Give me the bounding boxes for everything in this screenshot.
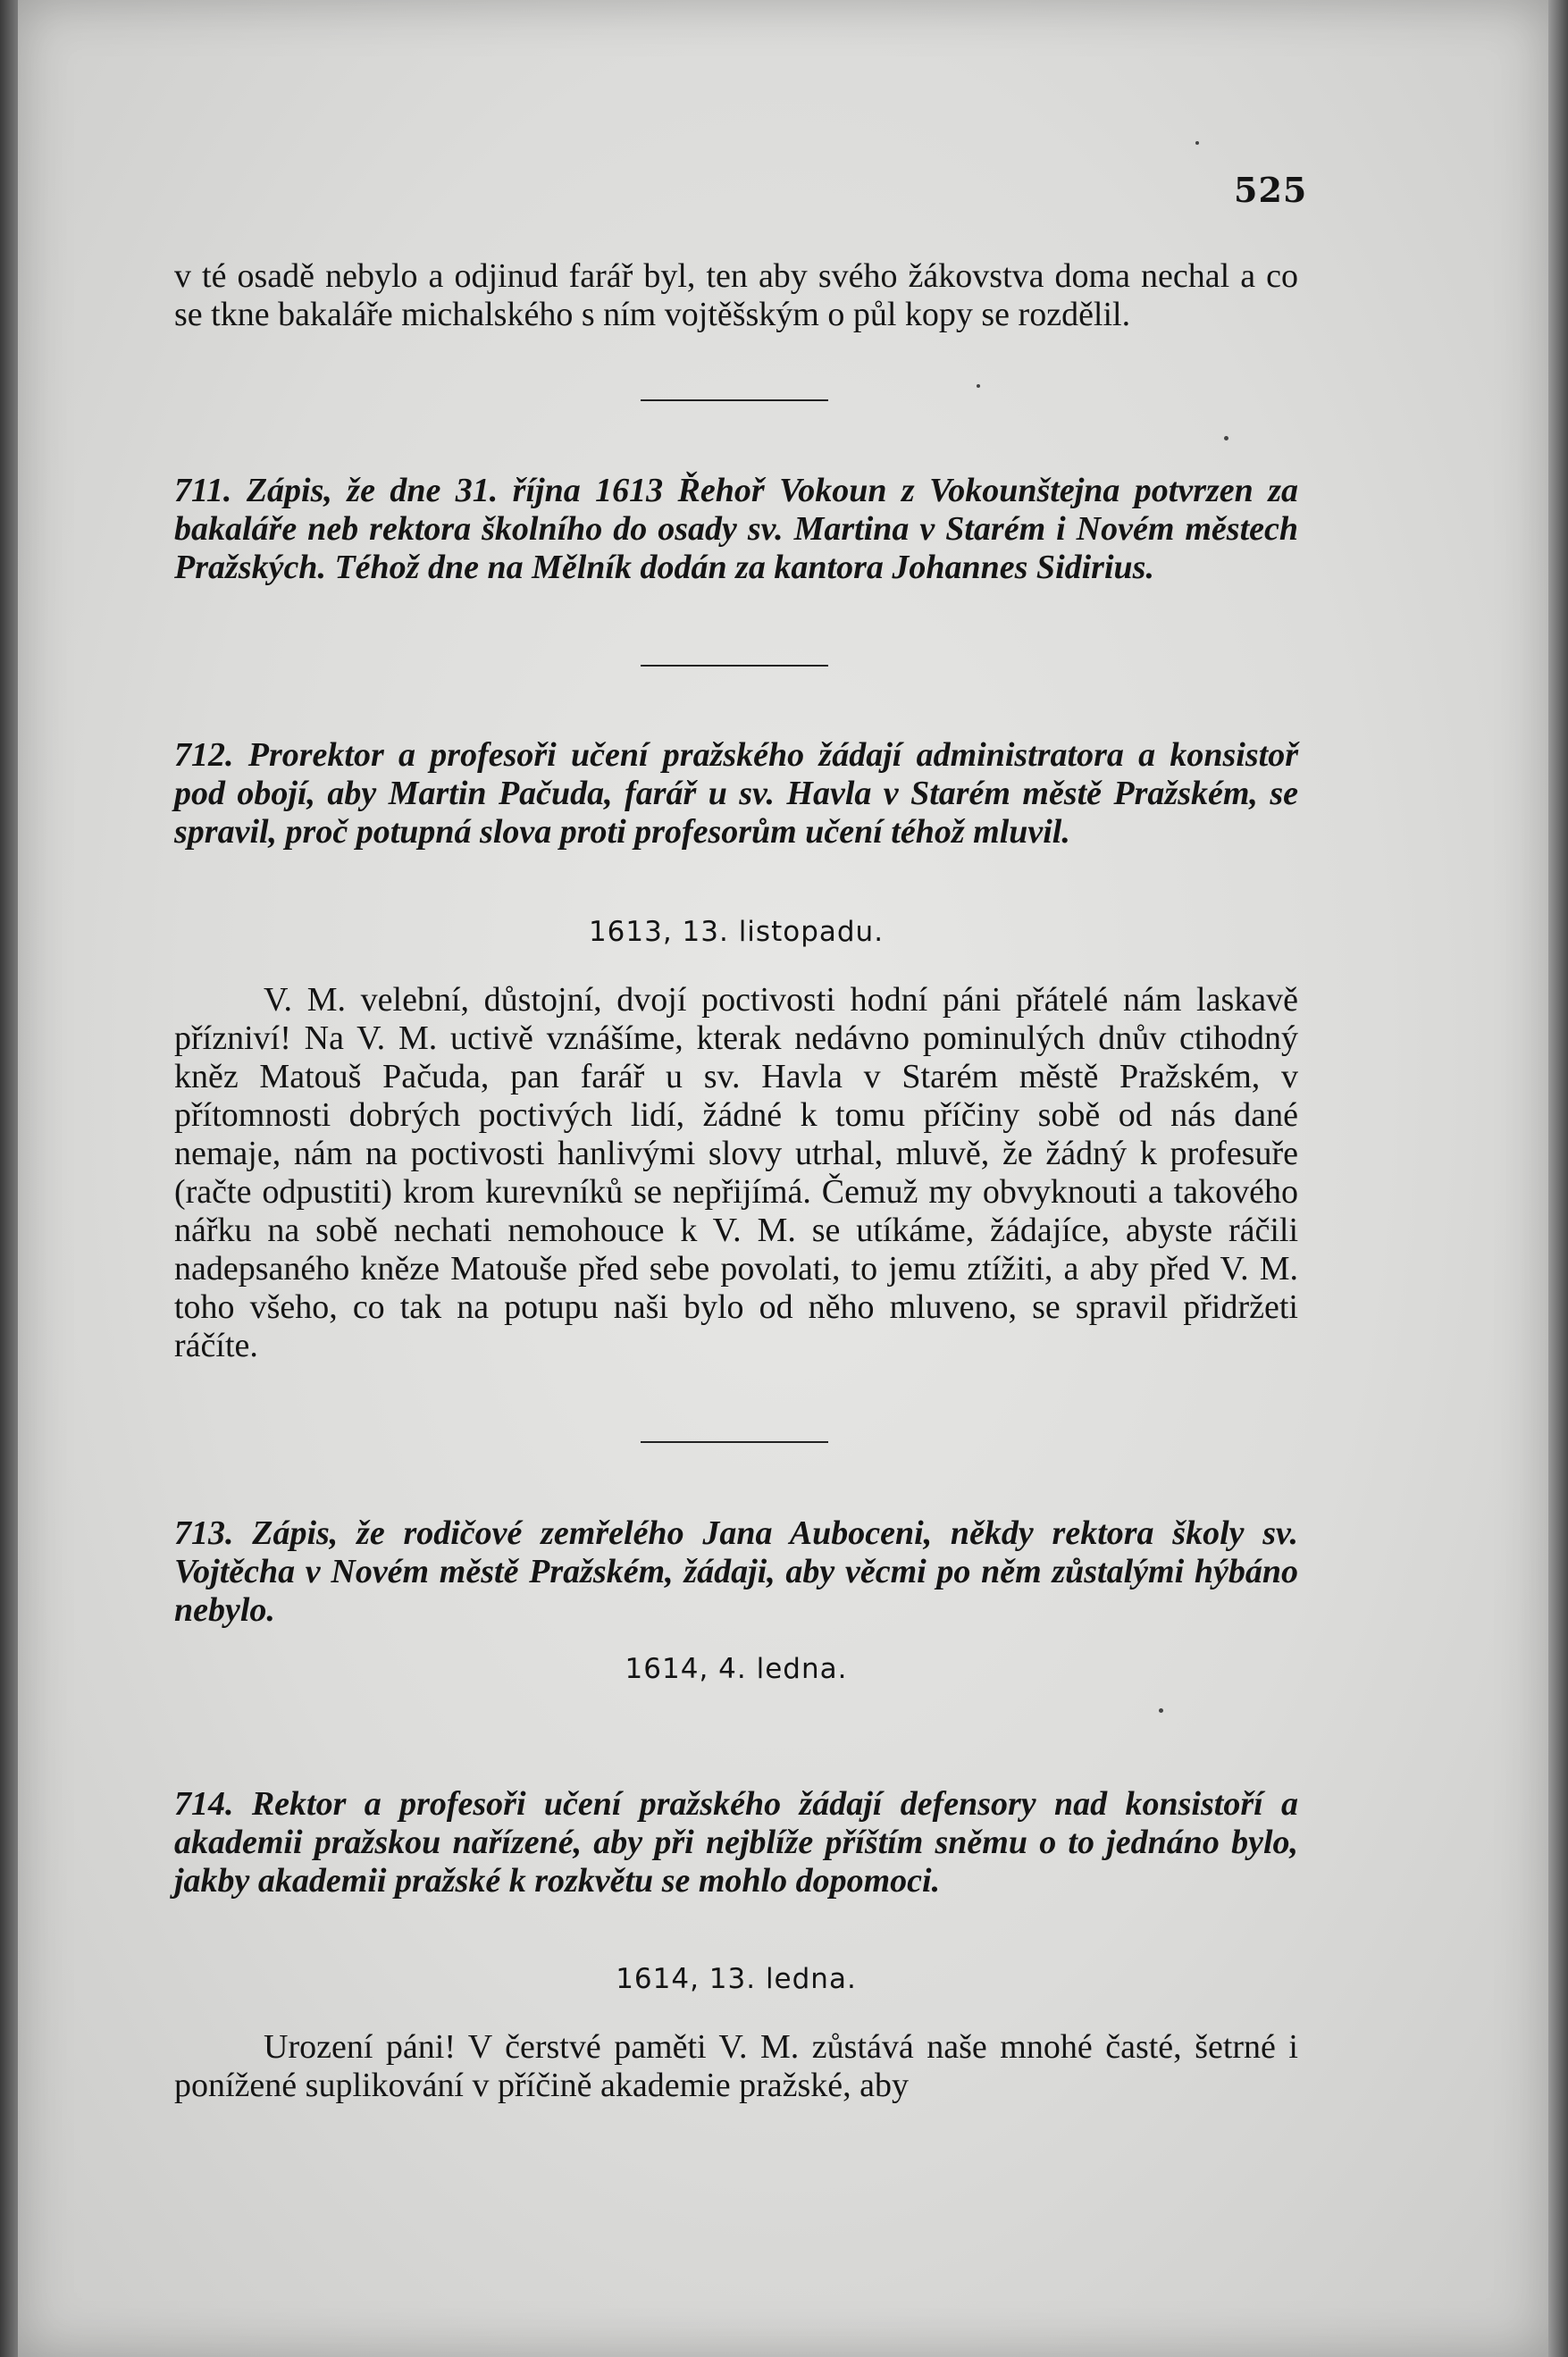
section-divider <box>641 665 828 667</box>
continuation-paragraph <box>174 257 1298 334</box>
scan-speck <box>1224 436 1228 440</box>
entry-714-date: 1614, 13. ledna. <box>616 1963 857 1995</box>
section-divider <box>641 1441 828 1443</box>
entry-heading-text: 712. Prorektor a profesoři učení pražského žádají administratora a konsistoř pod obojí, aby Martin Pačuda, farář u sv. Havla v Starém městě Pražském, se spravil, proč potupná slova proti profesorům učení téhož mluvil. <box>174 736 1298 851</box>
entry-body-text: V. M. velební, důstojní, dvojí poctivosti hodní páni přátelé nám laskavě přízniví! Na V. M. uctivě vznášíme, kterak nedávno pominulých dnův ctihodný kněz Matouš Pačuda, pan farář u sv. Havla v Starém městě Pražském, v přítomnosti dobrých poctivých lidí, žádné k tomu příčiny sobě od nás dané nemaje, nám na poctivosti hanlivými slovy utrhal, mluvě, že žádný k profesuře (račte odpustiti) krom kurevníků se nepřijímá. Čemuž my obvyknouti a takového nářku na sobě nechati nemohouce k V. M. se utíkáme, žádajíce, abyste ráčili nadepsaného kněze Matouše před sebe povolati, to jemu ztížiti, a aby před V. M. toho všeho, co tak na potupu naši bylo od něho mluveno, se spravil přidržeti ráčíte. <box>174 981 1298 1364</box>
scan-edge-right <box>1548 0 1568 2357</box>
scan-speck <box>977 384 980 388</box>
scan-speck <box>1159 1708 1163 1713</box>
entry-heading-text: 714. Rektor a profesoři učení pražského žádají defensory nad konsistoří a akademii pražskou nařízené, aby při nejblíže příštím sněmu o to jednáno bylo, jakby akademii pražské k rozkvětu se mohlo dopomoci. <box>174 1785 1298 1900</box>
scan-speck <box>1195 141 1199 145</box>
entry-712-date: 1613, 13. listopadu. <box>588 916 885 948</box>
entry-body-text: Urození páni! V čerstvé paměti V. M. zůstává naše mnohé časté, šetrné i ponížené suplikování v příčině akademie pražské, aby <box>174 2028 1298 2104</box>
entry-711-heading <box>174 472 1298 587</box>
entry-heading-text: 713. Zápis, že rodičové zemřelého Jana Auboceni, někdy rektora školy sv. Vojtěcha v Novém městě Pražském, žádaji, aby věcmi po něm zůstalými hýbáno nebylo. <box>174 1514 1298 1629</box>
page-number: 525 <box>1234 170 1308 210</box>
section-divider <box>641 399 828 401</box>
continuation-text: v té osadě nebylo a odjinud farář byl, ten aby svého žákovstva doma nechal a co se tkne bakaláře michalského s ním vojtěšským o půl kopy se rozdělil. <box>174 257 1298 333</box>
entry-714-heading <box>174 1785 1298 1900</box>
entry-heading-text: 711. Zápis, že dne 31. října 1613 Řehoř Vokoun z Vokounštejna potvrzen za bakaláře neb rektora školního do osady sv. Martina v Starém i Novém městech Pražských. Téhož dne na Mělník dodán za kantora Johannes Sidirius. <box>174 472 1298 586</box>
entry-713-heading <box>174 1514 1298 1630</box>
entry-712-heading <box>174 736 1298 851</box>
entry-714-body <box>174 2028 1298 2105</box>
scan-edge-left <box>0 0 18 2357</box>
entry-713-date: 1614, 4. ledna. <box>625 1653 848 1685</box>
entry-712-body <box>174 981 1298 1365</box>
